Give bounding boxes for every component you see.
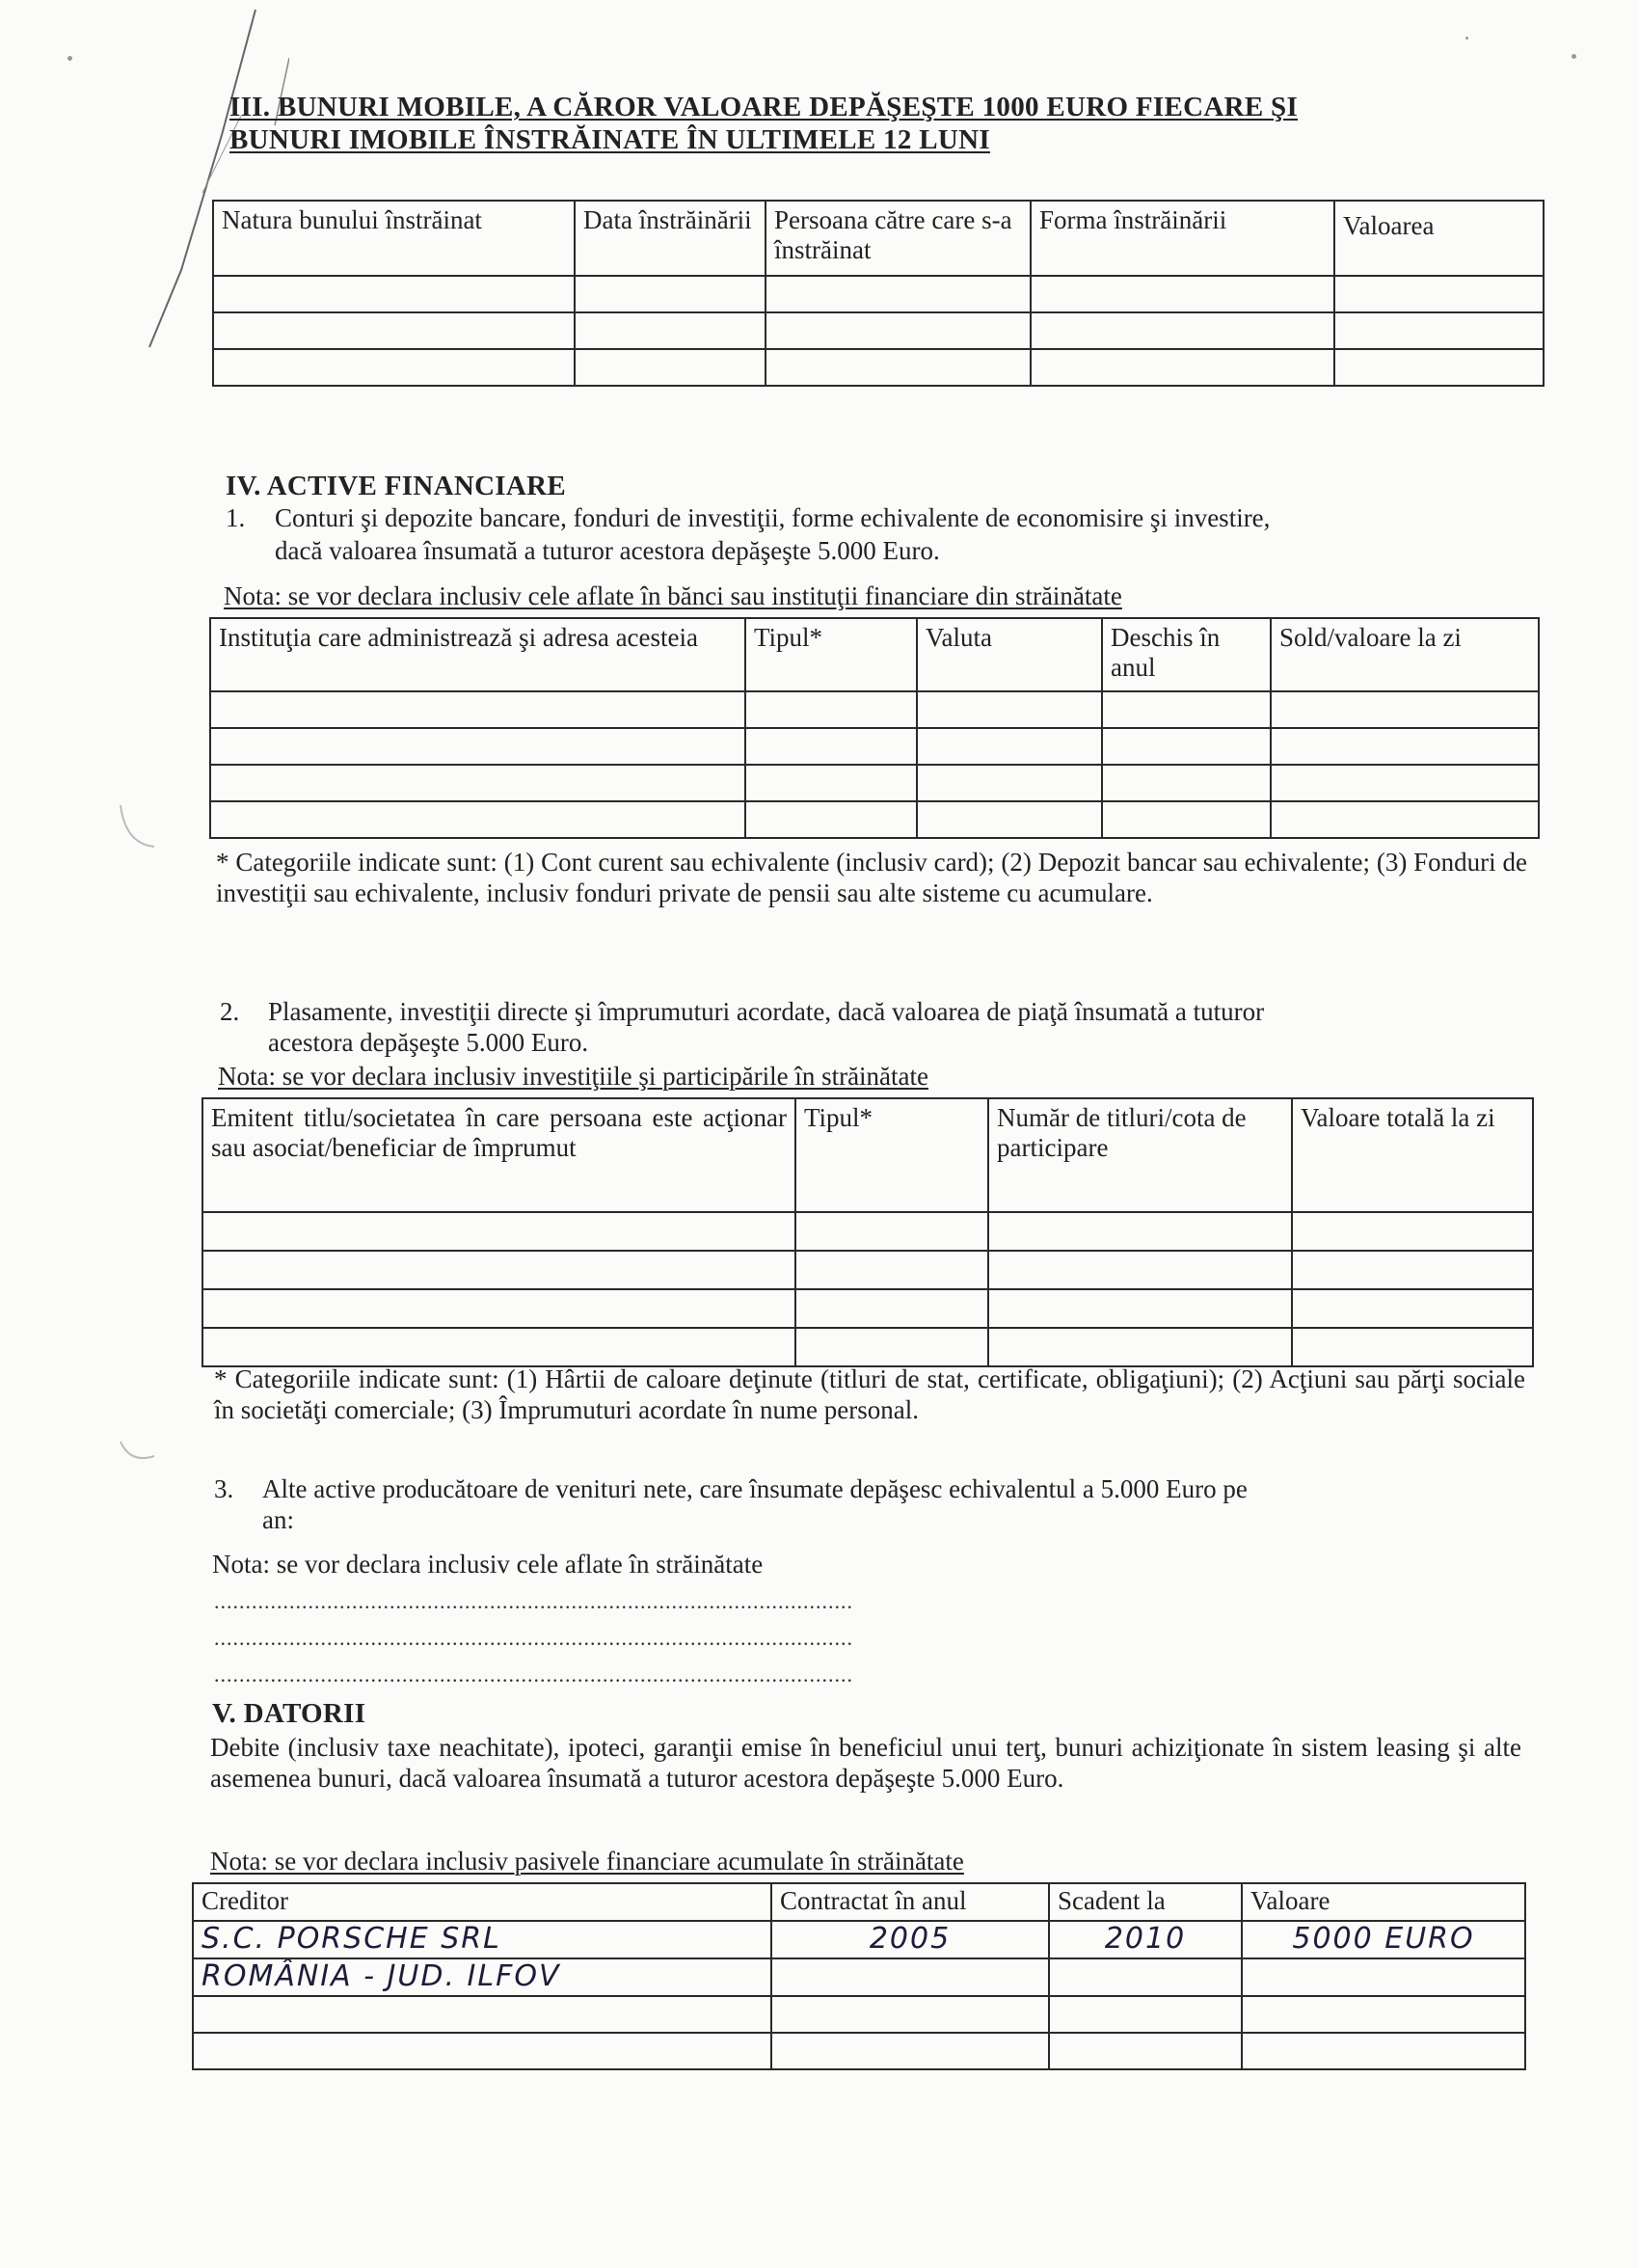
section-3-table [212,200,1545,387]
column-header: Instituţia care administrează şi adresa acesteia [210,618,745,691]
column-header: Creditor [193,1883,771,1921]
blank-line: ...................................................................................................... [214,1589,853,1613]
section-5-description: Debite (inclusiv taxe neachitate), ipoteci, garanţii emise în beneficiul unui terţ, bunuri achiziţionate în sistem leasing şi alte asemenea bunuri, dacă valoarea însumată a tuturor acestora depăşeşte 5.000 Euro. [210,1733,1521,1793]
section-3-heading-line-2: BUNURI IMOBILE ÎNSTRĂINATE ÎN ULTIMELE 12 LUNI [229,124,990,155]
blank-line: ...................................................................................................... [214,1626,853,1650]
table-row [202,1212,1533,1251]
item-1-line-1: Conturi şi depozite bancare, fonduri de investiţii, forme echivalente de economisire şi investire, [275,503,1271,532]
footnote-2: * Categoriile indicate sunt: (1) Hârtii de caloare deţinute (titluri de stat, certificate, obligaţiuni); (2) Acţiuni sau părţi sociale în societăţi comerciale; (3) Împrumuturi acordate în nume personal. [214,1364,1525,1424]
item-2-number: 2. [220,997,240,1026]
table-row [213,312,1544,349]
item-3-line-1: Alte active producătoare de venituri nete, care însumate depăşesc echivalentul a 5.000 Euro pe [262,1474,1248,1503]
item-2-line-1: Plasamente, investiţii directe şi împrumuturi acordate, dacă valoarea de piaţă însumată a tuturor [268,997,1265,1026]
table-header-row [202,1098,1533,1212]
table-row [193,1921,1525,1958]
debts-table [192,1882,1526,2070]
column-header: Contractat în anul [771,1883,1049,1921]
section-4-heading: IV. ACTIVE FINANCIARE [226,471,567,501]
item-3-number: 3. [214,1474,234,1503]
table-row [193,1996,1525,2033]
table-row [193,2033,1525,2069]
column-header: Tipul* [745,618,917,691]
section-5-heading: V. DATORII [212,1698,366,1729]
column-header: Număr de titluri/cota de participare [988,1098,1292,1212]
table-header-row [213,201,1544,276]
item-3-note: Nota: se vor declara inclusiv cele aflate în străinătate [212,1550,764,1579]
column-header: Scadent la [1049,1883,1242,1921]
table-row [210,765,1539,801]
table-row [193,1958,1525,1996]
footnote-1: * Categoriile indicate sunt: (1) Cont curent sau echivalente (inclusiv card); (2) Depozit bancar sau echivalente; (3) Fonduri de investiţii sau echivalente, inclusiv fonduri private de pensii sau alte sisteme cu acumulare. [216,848,1527,907]
value-cell: 5000 EURO [1242,1921,1525,1958]
table-row [202,1289,1533,1328]
table-header-row [210,618,1539,691]
item-1-note: Nota: se vor declara inclusiv cele aflate în bănci sau instituţii financiare din străinătate [224,581,1122,610]
financial-accounts-table [209,617,1540,839]
table-row [213,276,1544,312]
table-row [213,349,1544,386]
punch-hole-mark [116,1437,164,1475]
column-header: Emitent titlu/societatea în care persoana este acţionar sau asociat/beneficiar de împrumut [202,1098,795,1212]
column-header: Valuta [917,618,1102,691]
creditor-cell: ROMÂNIA - JUD. ILFOV [193,1958,771,1996]
column-header: Tipul* [795,1098,988,1212]
table-row [202,1328,1533,1366]
column-header: Forma înstrăinării [1031,201,1334,276]
item-2-line-2: acestora depăşeşte 5.000 Euro. [268,1028,589,1057]
section-3-heading-line-1: III. BUNURI MOBILE, A CĂROR VALOARE DEPĂŞEŞTE 1000 EURO FIECARE ŞI [229,92,1299,122]
item-2-note: Nota: se vor declara inclusiv investiţiile şi participările în străinătate [218,1062,929,1091]
due-year-cell: 2010 [1049,1921,1242,1958]
table-row [202,1251,1533,1289]
column-header: Valoare totală la zi [1292,1098,1533,1212]
column-header: Natura bunului înstrăinat [213,201,575,276]
column-header: Data înstrăinării [575,201,766,276]
column-header: Persoana către care s-a înstrăinat [766,201,1031,276]
investments-table [202,1097,1534,1367]
item-1-number: 1. [226,503,246,532]
blank-line: ...................................................................................................... [214,1662,853,1687]
item-3-line-2: an: [262,1505,294,1534]
punch-hole-mark [116,800,164,858]
table-row [210,728,1539,765]
section-5-note: Nota: se vor declara inclusiv pasivele financiare acumulate în străinătate [210,1847,964,1876]
column-header: Sold/valoare la zi [1271,618,1539,691]
column-header: Deschis în anul [1102,618,1271,691]
column-header: Valoare [1242,1883,1525,1921]
column-header: Valoarea [1334,201,1544,276]
contracted-year-cell: 2005 [771,1921,1049,1958]
table-row [210,691,1539,728]
item-1-line-2: dacă valoarea însumată a tuturor acestora depăşeşte 5.000 Euro. [275,536,940,565]
creditor-cell: S.C. PORSCHE SRL [193,1921,771,1958]
table-header-row [193,1883,1525,1921]
table-row [210,801,1539,838]
